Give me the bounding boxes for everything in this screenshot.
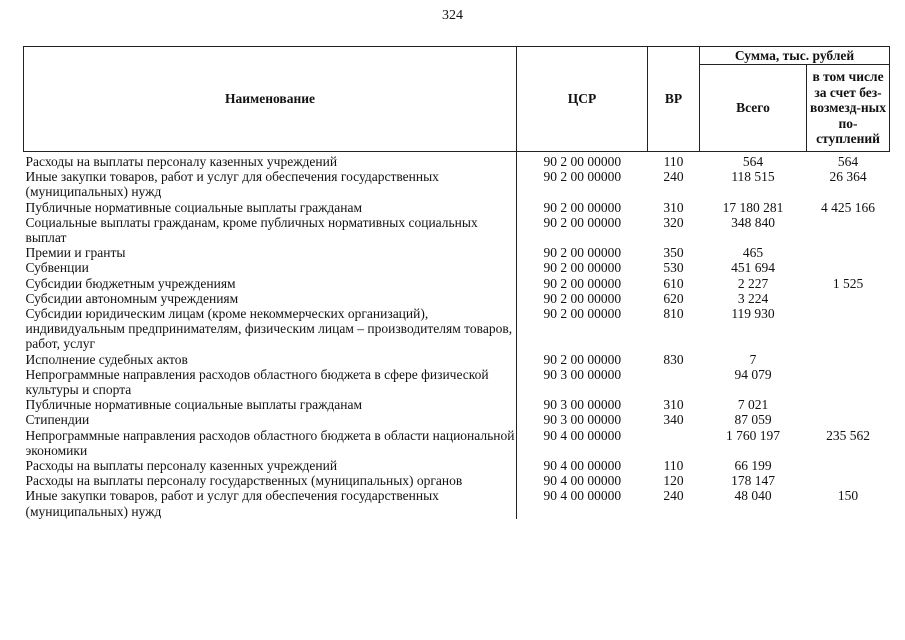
row-total-cell: 118 515 <box>731 169 775 185</box>
row-free-cell <box>807 352 890 367</box>
table-row <box>24 154 890 169</box>
row-total-cell: 87 059 <box>734 412 772 428</box>
header-total: Всего <box>700 65 807 152</box>
header-name: Наименование <box>24 47 517 152</box>
row-free-cell <box>807 306 890 352</box>
row-name-cell: Исполнение судебных актов <box>24 352 517 367</box>
row-csr-cell: 90 4 00 00000 <box>543 488 622 504</box>
page-number: 324 <box>442 8 463 23</box>
row-free-cell <box>807 473 890 488</box>
row-vr-cell: 340 <box>663 412 684 428</box>
budget-table <box>23 46 890 519</box>
row-csr-cell: 90 3 00 00000 <box>543 412 622 428</box>
row-name-cell: Расходы на выплаты персоналу казенных учреждений <box>24 154 517 169</box>
row-name-cell: Непрограммные направления расходов областного бюджета в сфере физической культуры и спорта <box>24 367 517 397</box>
row-vr-cell: 830 <box>663 351 684 367</box>
row-name-cell: Стипендии <box>24 412 517 427</box>
row-csr-cell: 90 4 00 00000 <box>543 458 622 474</box>
row-name-cell: Расходы на выплаты персоналу казенных учреждений <box>24 458 517 473</box>
row-name-cell: Субсидии бюджетным учреждениям <box>24 276 517 291</box>
table-row <box>24 473 890 488</box>
row-name-cell: Расходы на выплаты персоналу государственных (муниципальных) органов <box>24 473 517 488</box>
row-total-cell: 451 694 <box>731 260 775 276</box>
row-total-cell: 564 <box>742 154 764 169</box>
row-free-cell <box>807 367 890 397</box>
row-csr-cell: 90 4 00 00000 <box>543 473 622 489</box>
row-csr-cell: 90 2 00 00000 <box>543 260 622 276</box>
row-name-cell: Социальные выплаты гражданам, кроме публичных нормативных социальных выплат <box>24 215 517 245</box>
table-row <box>24 276 890 291</box>
row-csr-cell: 90 2 00 00000 <box>543 214 622 230</box>
row-name-cell: Иные закупки товаров, работ и услуг для обеспечения государственных (муниципальных) нужд <box>24 169 517 199</box>
row-vr-cell: 350 <box>663 245 684 261</box>
row-total-cell: 7 <box>749 351 757 367</box>
row-name-cell: Публичные нормативные социальные выплаты гражданам <box>24 200 517 215</box>
row-vr-cell: 620 <box>663 290 684 306</box>
row-csr-cell: 90 4 00 00000 <box>543 427 622 443</box>
table-row <box>24 412 890 427</box>
row-free-cell: 235 562 <box>826 427 870 443</box>
row-csr-cell: 90 2 00 00000 <box>543 351 622 367</box>
row-name-cell: Субсидии автономным учреждениям <box>24 291 517 306</box>
header-sum: Сумма, тыс. рублей <box>700 47 890 65</box>
row-free-cell <box>807 397 890 412</box>
row-name-cell: Непрограммные направления расходов областного бюджета в области национальной экономики <box>25 427 515 458</box>
row-csr-cell: 90 2 00 00000 <box>543 199 622 215</box>
row-vr-cell: 110 <box>663 458 684 474</box>
table-row <box>24 488 890 518</box>
table-row <box>24 169 890 199</box>
row-vr-cell: 310 <box>663 397 684 413</box>
row-free-cell: 4 425 166 <box>821 199 875 215</box>
table-row <box>24 397 890 412</box>
table-row <box>24 215 890 245</box>
row-csr-cell: 90 2 00 00000 <box>543 245 622 261</box>
row-csr-cell: 90 3 00 00000 <box>543 366 622 382</box>
row-csr-cell: 90 2 00 00000 <box>543 306 622 322</box>
table-row <box>24 260 890 275</box>
row-vr-cell: 240 <box>663 488 684 504</box>
row-free-cell <box>807 260 890 275</box>
row-total-cell: 94 079 <box>734 366 772 382</box>
row-vr-cell: 810 <box>663 306 684 322</box>
table-row <box>24 200 890 215</box>
header-vr: ВР <box>648 47 700 152</box>
row-vr-cell <box>648 428 700 458</box>
row-total-cell: 48 040 <box>734 488 772 504</box>
row-free-cell <box>807 215 890 245</box>
row-csr-cell: 90 2 00 00000 <box>543 275 622 291</box>
row-total-cell: 1 760 197 <box>726 427 780 443</box>
row-vr-cell: 240 <box>663 169 684 185</box>
row-total-cell: 17 180 281 <box>722 199 784 215</box>
row-total-cell: 2 227 <box>737 275 769 291</box>
row-csr-cell: 90 2 00 00000 <box>543 290 622 306</box>
row-free-cell: 1 525 <box>832 275 864 291</box>
row-free-cell <box>807 291 890 306</box>
row-vr-cell: 120 <box>663 473 684 489</box>
row-total-cell: 66 199 <box>734 458 772 474</box>
row-vr-cell: 310 <box>663 199 684 215</box>
row-csr-cell: 90 2 00 00000 <box>543 169 622 185</box>
row-name-cell: Публичные нормативные социальные выплаты гражданам <box>24 397 517 412</box>
table-header <box>24 47 890 152</box>
row-name-cell: Субвенции <box>24 260 517 275</box>
row-free-cell: 564 <box>837 154 859 169</box>
table-row <box>24 306 890 352</box>
row-total-cell: 348 840 <box>731 214 775 230</box>
row-name-cell: Иные закупки товаров, работ и услуг для обеспечения государственных (муниципальных) нужд <box>24 488 517 518</box>
row-total-cell: 465 <box>742 245 764 261</box>
row-free-cell <box>807 245 890 260</box>
row-total-cell: 119 930 <box>731 306 775 322</box>
table-row <box>24 352 890 367</box>
table-row <box>24 458 890 473</box>
row-free-cell: 26 364 <box>829 169 867 185</box>
table-row <box>24 291 890 306</box>
row-total-cell: 178 147 <box>731 473 775 489</box>
row-name-cell: Субсидии юридическим лицам (кроме некоммерческих организаций), индивидуальным предпринимателям, физическим лицам – производителям товаров, работ, услуг <box>24 306 517 352</box>
row-csr-cell: 90 3 00 00000 <box>543 397 622 413</box>
row-total-cell: 3 224 <box>737 290 769 306</box>
row-total-cell: 7 021 <box>737 397 769 413</box>
header-csr: ЦСР <box>517 47 648 152</box>
header-free: в том числе за счет без-возмезд-ных по-ступлений <box>807 65 890 152</box>
row-free-cell: 150 <box>837 488 859 504</box>
table-body <box>24 152 890 519</box>
row-vr-cell: 610 <box>663 275 684 291</box>
row-vr-cell: 110 <box>663 154 684 169</box>
row-vr-cell: 320 <box>663 214 684 230</box>
table-row <box>24 245 890 260</box>
row-name-cell: Премии и гранты <box>24 245 517 260</box>
table-row <box>24 367 890 397</box>
row-free-cell <box>807 412 890 427</box>
table-row <box>24 428 890 458</box>
row-free-cell <box>807 458 890 473</box>
row-csr-cell: 90 2 00 00000 <box>543 154 622 169</box>
budget-table-container <box>23 46 889 519</box>
row-vr-cell <box>648 367 700 397</box>
row-vr-cell: 530 <box>663 260 684 276</box>
